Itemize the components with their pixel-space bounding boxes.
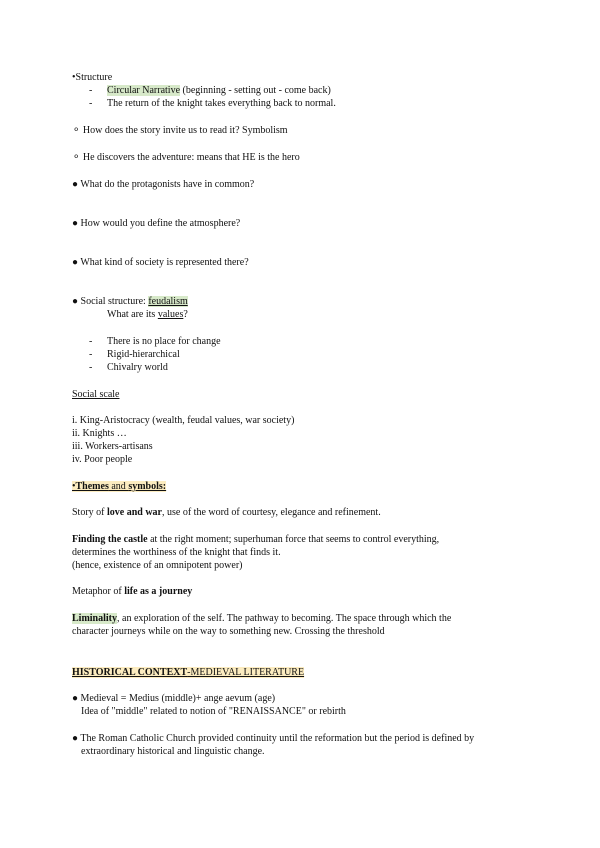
liminality-line-1 bbox=[72, 613, 451, 625]
liminality-line-2: character journeys while on the way to something new. Crossing the threshold bbox=[72, 626, 385, 637]
list-item-text: (beginning - setting out - come back) bbox=[180, 85, 331, 96]
liminality-line-1-rest: , an exploration of the self. The pathway to becoming. The space through which the bbox=[117, 613, 452, 624]
highlighted-term: Circular Narrative bbox=[107, 85, 181, 96]
love-and-war-term: love and war bbox=[107, 507, 162, 518]
church-line-1: ● The Roman Catholic Church provided continuity until the reformation but the period is defined by bbox=[72, 733, 475, 744]
question-item: ● What do the protagonists have in common? bbox=[72, 179, 255, 190]
historical-context-word: HISTORICAL CONTEXT bbox=[72, 667, 188, 678]
themes-bullet: • bbox=[72, 481, 76, 492]
scale-item: iii. Workers-artisans bbox=[72, 441, 153, 452]
list-bullet: - bbox=[89, 98, 93, 109]
medieval-line-1: ● Medieval = Medius (middle)+ ange aevum (age) bbox=[72, 693, 276, 704]
question-item: ⚬ How does the story invite us to read it? Symbolism bbox=[72, 125, 288, 136]
themes-heading-text bbox=[72, 481, 166, 492]
list-item bbox=[107, 85, 331, 97]
list-item: The return of the knight takes everything back to normal. bbox=[107, 98, 336, 109]
social-scale-heading: Social scale bbox=[72, 389, 120, 400]
medieval-line-2: Idea of "middle" related to notion of "RENAISSANCE" or rebirth bbox=[81, 706, 346, 717]
themes-heading bbox=[72, 481, 166, 493]
castle-line-1 bbox=[72, 534, 439, 546]
list-item: Chivalry world bbox=[107, 362, 168, 373]
scale-item: ii. Knights … bbox=[72, 428, 127, 439]
metaphor-line bbox=[72, 586, 192, 598]
symbols-word: symbols: bbox=[128, 481, 167, 492]
church-line-2: extraordinary historical and linguistic change. bbox=[81, 746, 265, 757]
story-line bbox=[72, 507, 381, 519]
historical-heading bbox=[72, 667, 304, 679]
liminality-term: Liminality bbox=[72, 613, 118, 624]
castle-line-2: determines the worthiness of the knight that finds it. bbox=[72, 547, 281, 558]
values-question-prefix: What are its bbox=[107, 309, 158, 320]
list-item: There is no place for change bbox=[107, 336, 221, 347]
scale-item: iv. Poor people bbox=[72, 454, 133, 465]
story-rest: , use of the word of courtesy, elegance and refinement. bbox=[162, 507, 381, 518]
question-item: ⚬ He discovers the adventure: means that HE is the hero bbox=[72, 152, 300, 163]
life-as-journey-term: life as a journey bbox=[124, 586, 193, 597]
historical-heading-text bbox=[72, 667, 304, 678]
castle-line-1-rest: at the right moment; superhuman force that seems to control everything, bbox=[147, 534, 440, 545]
list-bullet: - bbox=[89, 362, 93, 373]
social-structure-label: ● Social structure: bbox=[72, 296, 149, 307]
values-question bbox=[107, 309, 188, 321]
values-question-suffix: ? bbox=[183, 309, 188, 320]
list-bullet: - bbox=[89, 85, 93, 96]
metaphor-prefix: Metaphor of bbox=[72, 586, 125, 597]
themes-and: and bbox=[108, 481, 129, 492]
structure-heading: •Structure bbox=[72, 72, 113, 83]
feudalism-term: feudalism bbox=[148, 296, 188, 307]
question-item: ● What kind of society is represented there? bbox=[72, 257, 249, 268]
scale-item: i. King-Aristocracy (wealth, feudal values, war society) bbox=[72, 415, 295, 426]
medieval-literature-word: -MEDIEVAL LITERATURE bbox=[187, 667, 305, 678]
question-item: ● How would you define the atmosphere? bbox=[72, 218, 241, 229]
castle-line-3: (hence, existence of an omnipotent power) bbox=[72, 560, 243, 571]
story-prefix: Story of bbox=[72, 507, 107, 518]
list-bullet: - bbox=[89, 349, 93, 360]
values-term: values bbox=[157, 309, 184, 320]
list-bullet: - bbox=[89, 336, 93, 347]
social-structure-line bbox=[72, 296, 188, 308]
themes-word: Themes bbox=[75, 481, 109, 492]
finding-castle-term: Finding the castle bbox=[72, 534, 148, 545]
list-item: Rigid-hierarchical bbox=[107, 349, 180, 360]
